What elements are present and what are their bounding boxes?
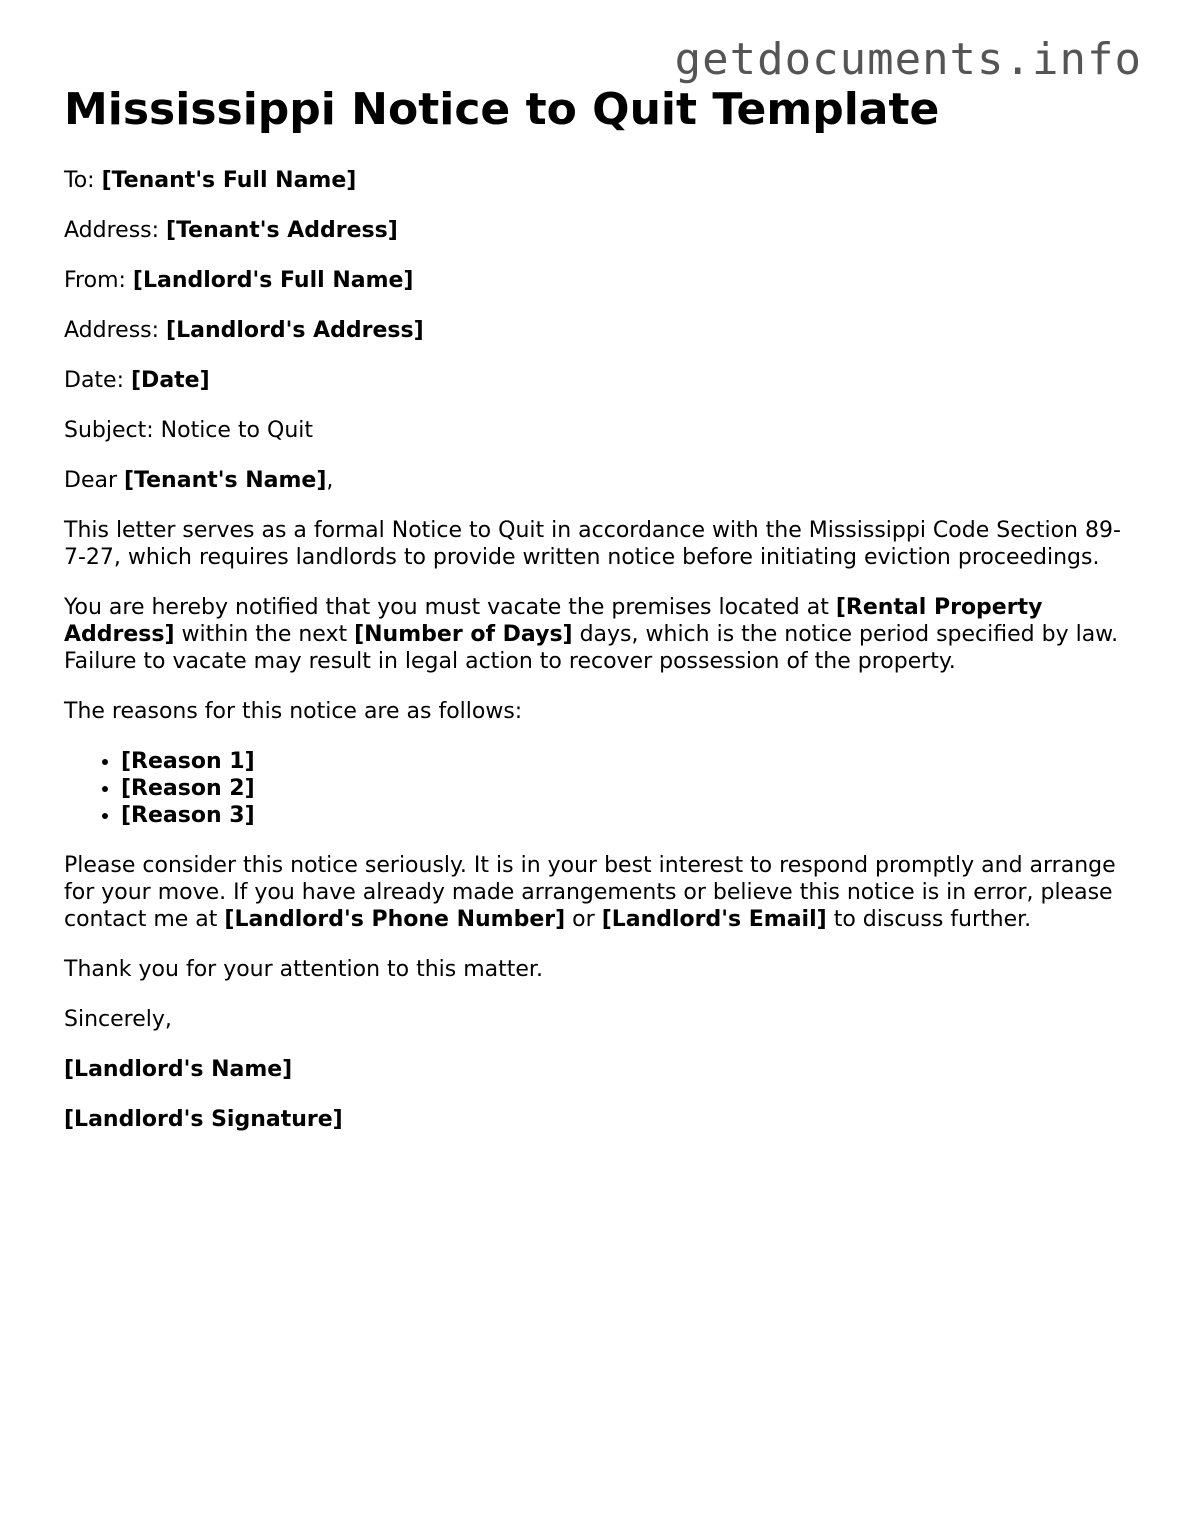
intro-paragraph: This letter serves as a formal Notice to Quit in accordance with the Mississippi Code Section 89-7-27, which requires landlords to provide written notice before initiating eviction proceedings. xyxy=(64,517,1121,570)
salutation-name: [Tenant's Name] xyxy=(124,467,327,493)
salutation xyxy=(64,467,1124,494)
salutation-prefix: Dear xyxy=(64,467,124,493)
vacate-paragraph xyxy=(64,594,1124,675)
email-placeholder: [Landlord's Email] xyxy=(601,906,827,932)
document-page xyxy=(64,84,1124,1156)
list-item: • [Reason 2] xyxy=(121,775,1124,802)
signature-line xyxy=(64,1106,1124,1133)
signature-name xyxy=(64,1056,1124,1083)
landlord-address-label: Address: xyxy=(64,317,167,343)
contact-paragraph xyxy=(64,852,1124,933)
from-value: [Landlord's Full Name] xyxy=(132,267,414,293)
closing-line: Sincerely, xyxy=(64,1006,172,1032)
date-field xyxy=(64,367,1124,394)
vacate-text-3: days, which is the notice period specified by law. Failure to vacate may result in legal action to recover possession of the property. xyxy=(64,621,1119,674)
landlord-address-value: [Landlord's Address] xyxy=(166,317,424,343)
tenant-address-value: [Tenant's Address] xyxy=(166,217,398,243)
date-value: [Date] xyxy=(131,367,210,393)
subject-line: Subject: Notice to Quit xyxy=(64,417,314,443)
reasons-intro: The reasons for this notice are as follows: xyxy=(64,698,523,724)
to-label: To: xyxy=(64,167,102,193)
reasons-list xyxy=(64,748,1124,829)
signature-name-value: [Landlord's Name] xyxy=(64,1056,293,1082)
tenant-address-field xyxy=(64,217,1124,244)
contact-text-1: Please consider this notice seriously. It is in your best interest to respond promptly and arrange for your move. If you have already made arrangements or believe this notice is in error, please contact me at xyxy=(64,852,1116,932)
list-item: • [Reason 1] xyxy=(121,748,1124,775)
rental-property-placeholder: [Rental Property Address] xyxy=(64,594,1043,647)
vacate-text-2: within the next xyxy=(174,621,355,647)
list-item: • [Reason 3] xyxy=(121,802,1124,829)
to-value: [Tenant's Full Name] xyxy=(101,167,357,193)
thanks-line: Thank you for your attention to this matter. xyxy=(64,956,543,982)
contact-text-2: or xyxy=(565,906,602,932)
from-label: From: xyxy=(64,267,133,293)
contact-text-3: to discuss further. xyxy=(826,906,1032,932)
landlord-address-field xyxy=(64,317,1124,344)
watermark: getdocuments.info xyxy=(674,34,1142,85)
tenant-address-label: Address: xyxy=(64,217,167,243)
signature-value: [Landlord's Signature] xyxy=(64,1106,343,1132)
to-field xyxy=(64,167,1124,194)
vacate-text-1: You are hereby notified that you must vacate the premises located at xyxy=(64,594,836,620)
document-title: Mississippi Notice to Quit Template xyxy=(64,84,940,135)
date-label: Date: xyxy=(64,367,131,393)
phone-placeholder: [Landlord's Phone Number] xyxy=(224,906,566,932)
salutation-suffix: , xyxy=(326,467,334,493)
number-of-days-placeholder: [Number of Days] xyxy=(354,621,573,647)
from-field xyxy=(64,267,1124,294)
